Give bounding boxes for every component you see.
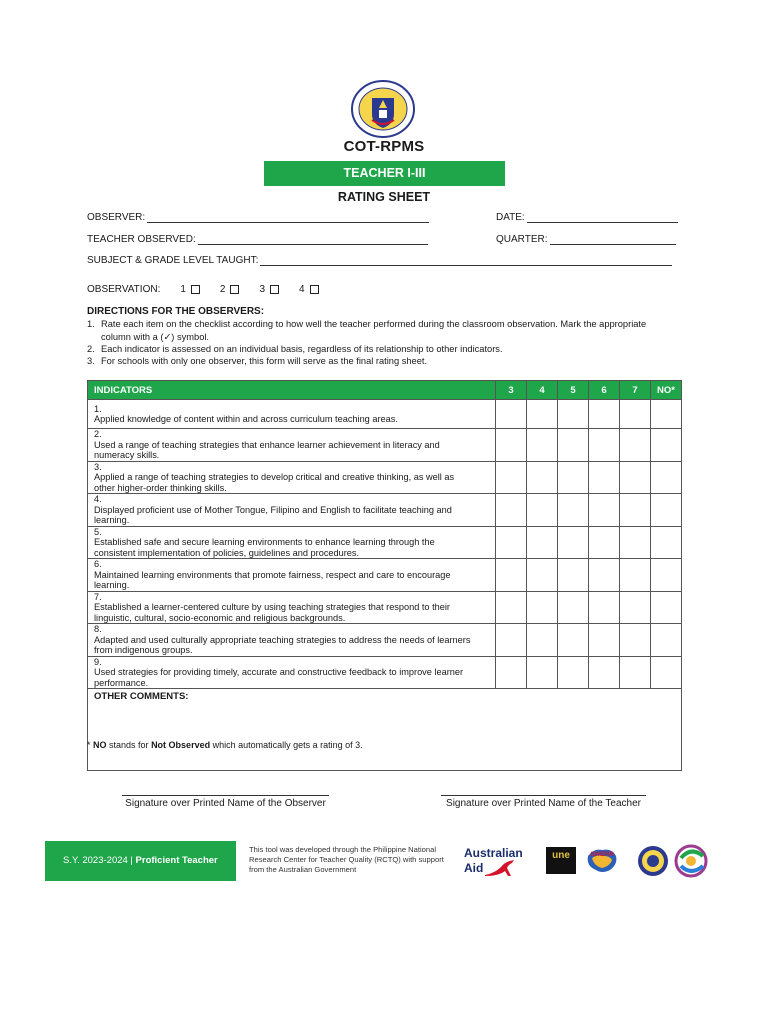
observation-option-1[interactable] [180,284,200,295]
table-row [88,656,682,689]
rating-cell-6[interactable] [589,656,620,689]
aid-line-1: Australian [464,846,523,860]
indicator-number: 5. [94,526,102,537]
footnote-star: * [87,740,91,750]
indicator-text: Used strategies for providing timely, accurate and constructive feedback to improve learner performance. [94,667,464,688]
rating-cell-4[interactable] [527,400,558,429]
rating-cell-6[interactable] [589,400,620,429]
indicator-cell [88,400,496,429]
directions-section [87,306,667,367]
quarter-label: QUARTER: [496,234,548,245]
rating-header-5: 5 [558,381,589,400]
observation-option-label: 3 [259,284,266,295]
rating-header-no: NO* [651,381,682,400]
indicator-number: 9. [94,656,102,667]
rating-cell-3[interactable] [496,461,527,494]
table-row [88,429,682,462]
table-row [88,624,682,657]
rating-cell-7[interactable] [620,526,651,559]
footnote-text: which automatically gets a rating of 3. [210,740,363,750]
checkbox[interactable] [270,285,279,294]
rating-cell-5[interactable] [558,461,589,494]
deped-seal-logo [350,80,416,138]
rating-cell-5[interactable] [558,624,589,657]
indicator-cell [88,526,496,559]
quarter-line [550,236,676,245]
rating-cell-5[interactable] [558,559,589,592]
indicator-text: Adapted and used culturally appropriate teaching strategies to address the needs of learners from indigenous groups. [94,634,471,655]
indicator-cell [88,494,496,527]
rating-cell-4[interactable] [527,429,558,462]
indicator-number: 7. [94,591,102,602]
rating-cell-no[interactable] [651,494,682,527]
rating-cell-no[interactable] [651,461,682,494]
direction-number: 2. [87,343,95,354]
observation-option-label: 2 [219,284,226,295]
rating-cell-3[interactable] [496,624,527,657]
rating-table [87,380,682,771]
rating-cell-3[interactable] [496,559,527,592]
rating-cell-4[interactable] [527,559,558,592]
rating-cell-6[interactable] [589,526,620,559]
indicator-number: 1. [94,403,102,414]
indicator-number: 2. [94,429,102,439]
teacher-signature[interactable] [441,795,646,809]
smeer-logo [584,846,620,876]
rating-cell-3[interactable] [496,591,527,624]
rating-cell-6[interactable] [589,494,620,527]
kangaroo-icon [483,859,519,877]
teacher-signature-label: Signature over Printed Name of the Teacher [441,795,646,809]
date-label: DATE: [496,212,525,223]
rctq-logo [673,844,709,878]
footnote-text: stands for [106,740,152,750]
rating-cell-3[interactable] [496,656,527,689]
rating-cell-4[interactable] [527,624,558,657]
rating-cell-3[interactable] [496,400,527,429]
footnote [87,740,363,750]
rating-header-6: 6 [589,381,620,400]
indicator-cell [88,429,496,462]
indicator-number: 4. [94,494,102,504]
observation-label: OBSERVATION: [87,284,161,295]
teacher-level-banner: TEACHER I-III [264,161,505,186]
footer-note: This tool was developed through the Philippine National Research Center for Teacher Quality (RCTQ) with support from the Australian Government [249,845,444,874]
rating-cell-7[interactable] [620,429,651,462]
indicator-number: 8. [94,624,102,634]
indicator-text: Applied knowledge of content within and across curriculum teaching areas. [94,414,398,424]
observation-option-label: 4 [299,284,305,295]
rating-cell-5[interactable] [558,656,589,689]
direction-item [87,343,667,355]
footnote-no: NO [93,740,107,750]
observation-option-2[interactable] [220,284,240,295]
rating-cell-6[interactable] [589,624,620,657]
secondary-seal-logo [636,845,670,877]
rating-header-4: 4 [527,381,558,400]
observer-field[interactable] [87,212,429,223]
direction-text: Rate each item on the checklist according to how well the teacher performed during the classroom observation. Mark the appropriate column with a (✓) symbol. [101,319,647,342]
indicator-number: 6. [94,559,102,569]
other-comments-label: OTHER COMMENTS: [94,691,189,702]
table-row [88,494,682,527]
indicators-header: INDICATORS [88,381,496,400]
observation-option-4[interactable] [299,284,319,295]
quarter-field[interactable] [496,234,676,245]
checkbox[interactable] [230,285,239,294]
table-header-row [88,381,682,400]
indicator-text: Applied a range of teaching strategies to develop critical and creative thinking, as well as other higher-order thinking skills. [94,472,455,493]
rating-cell-5[interactable] [558,429,589,462]
teacher-observed-label: TEACHER OBSERVED: [87,234,196,245]
rating-header-3: 3 [496,381,527,400]
other-comments-cell[interactable] [88,689,682,771]
direction-text: For schools with only one observer, this form will serve as the final rating sheet. [101,356,428,367]
aid-line-2: Aid [464,861,484,875]
indicator-text: Displayed proficient use of Mother Tongue, Filipino and English to facilitate teaching and learning. [94,504,452,525]
rating-cell-no[interactable] [651,429,682,462]
observer-signature[interactable] [122,795,329,809]
directions-heading: DIRECTIONS FOR THE OBSERVERS: [87,306,265,317]
page-title: COT-RPMS [343,138,425,155]
indicator-cell [88,559,496,592]
date-field[interactable] [496,212,678,223]
directions-list [87,318,667,367]
direction-text: Each indicator is assessed on an individual basis, regardless of its relationship to other indicators. [101,343,503,354]
indicator-text: Established safe and secure learning environments to enhance learning through the consistent implementation of policies, guidelines and procedures. [94,537,435,558]
rating-cell-no[interactable] [651,656,682,689]
checkbox[interactable] [191,285,200,294]
direction-number: 1. [87,319,95,330]
observer-line [147,214,429,223]
indicator-text: Maintained learning environments that promote fairness, respect and care to encourage learning. [94,569,451,590]
indicator-cell [88,461,496,494]
direction-number: 3. [87,356,95,367]
table-row [88,559,682,592]
rating-cell-7[interactable] [620,559,651,592]
une-logo-text: une [552,850,570,861]
rating-cell-7[interactable] [620,461,651,494]
table-row [88,591,682,624]
rating-cell-5[interactable] [558,526,589,559]
rating-cell-4[interactable] [527,656,558,689]
rating-cell-no[interactable] [651,624,682,657]
teacher-observed-line [198,236,428,245]
observation-option-3[interactable] [259,284,279,295]
observer-signature-label: Signature over Printed Name of the Observer [122,795,329,809]
rating-cell-5[interactable] [558,494,589,527]
footer-school-year [45,841,236,881]
rating-cell-5[interactable] [558,400,589,429]
rating-header-7: 7 [620,381,651,400]
indicator-cell [88,656,496,689]
rating-cell-7[interactable] [620,656,651,689]
rating-cell-3[interactable] [496,526,527,559]
rating-cell-5[interactable] [558,591,589,624]
rating-cell-4[interactable] [527,461,558,494]
subject-grade-field[interactable] [87,255,672,266]
subject-grade-label: SUBJECT & GRADE LEVEL TAUGHT: [87,255,259,266]
teacher-observed-field[interactable] [87,234,428,245]
rating-cell-7[interactable] [620,591,651,624]
indicator-cell [88,591,496,624]
date-line [527,214,678,223]
rating-cell-3[interactable] [496,429,527,462]
table-row [88,461,682,494]
subject-grade-line [260,257,672,266]
sheet-subtitle: RATING SHEET [337,190,431,204]
indicator-number: 3. [94,461,102,472]
direction-item [87,318,667,343]
school-year: S.Y. 2023-2024 | [63,855,136,866]
indicator-cell [88,624,496,657]
rating-cell-6[interactable] [589,461,620,494]
rating-cell-6[interactable] [589,429,620,462]
rating-cell-3[interactable] [496,494,527,527]
rating-cell-4[interactable] [527,526,558,559]
table-row [88,400,682,429]
rating-cell-4[interactable] [527,494,558,527]
smeer-text: SiMERR [590,852,614,858]
rating-cell-7[interactable] [620,494,651,527]
australian-aid-logo [464,847,523,877]
rating-cell-6[interactable] [589,591,620,624]
une-logo [546,847,576,874]
rating-cell-7[interactable] [620,400,651,429]
proficiency-level: Proficient Teacher [135,855,218,866]
direction-item [87,355,667,367]
footnote-not-observed: Not Observed [151,740,211,750]
indicator-text: Established a learner-centered culture by using teaching strategies that respond to their linguistic, cultural, socio-economic and religious backgrounds. [94,602,450,623]
observation-option-label: 1 [180,284,186,295]
table-row [88,526,682,559]
rating-cell-no[interactable] [651,526,682,559]
rating-cell-no[interactable] [651,400,682,429]
rating-cell-no[interactable] [651,559,682,592]
rating-cell-6[interactable] [589,559,620,592]
indicator-text: Used a range of teaching strategies that enhance learner achievement in literacy and numeracy skills. [94,439,440,460]
comments-row [88,689,682,771]
observation-row [87,284,319,295]
rating-cell-no[interactable] [651,591,682,624]
rating-cell-7[interactable] [620,624,651,657]
rating-cell-4[interactable] [527,591,558,624]
checkbox[interactable] [310,285,319,294]
observer-label: OBSERVER: [87,212,146,223]
